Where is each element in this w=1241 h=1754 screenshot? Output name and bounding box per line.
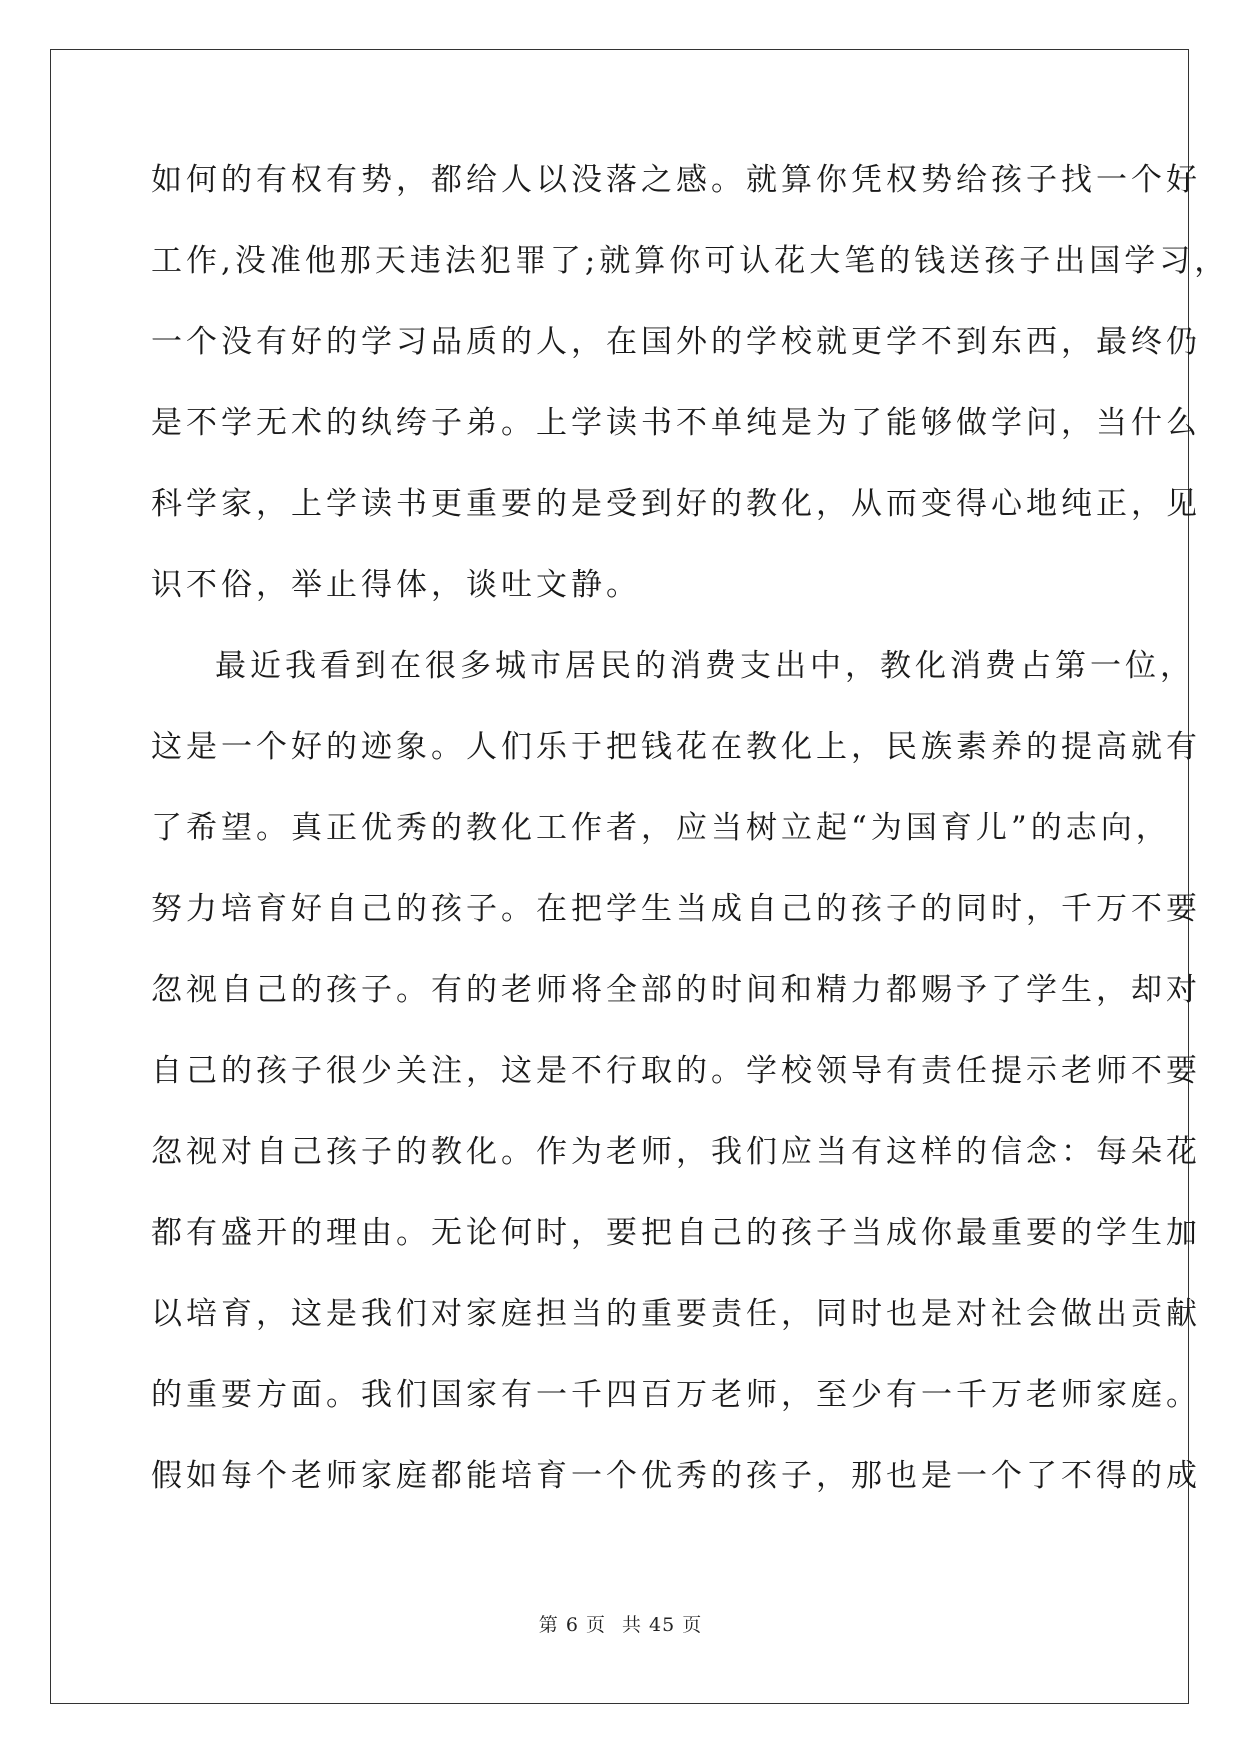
text-line: 这是一个好的迹象。人们乐于把钱花在教化上，民族素养的提高就有 bbox=[151, 729, 1201, 765]
document-body bbox=[151, 158, 1230, 1535]
text-line: 忽视对自己孩子的教化。作为老师，我们应当有这样的信念：每朵花 bbox=[151, 1134, 1201, 1170]
text-line: 自己的孩子很少关注，这是不行取的。学校领导有责任提示老师不要 bbox=[151, 1053, 1201, 1089]
page-footer bbox=[0, 1610, 1241, 1637]
page-number: 第 6 页 bbox=[538, 1614, 606, 1636]
text-line: 忽视自己的孩子。有的老师将全部的时间和精力都赐予了学生，却对 bbox=[151, 972, 1201, 1008]
paragraph-start-line: 最近我看到在很多城市居民的消费支出中，教化消费占第一位， bbox=[215, 648, 1195, 684]
text-line: 工作,没准他那天违法犯罪了;就算你可认花大笔的钱送孩子出国学习， bbox=[151, 243, 1230, 279]
text-line: 了希望。真正优秀的教化工作者，应当树立起“为国育儿”的志向， bbox=[151, 810, 1171, 846]
text-line: 的重要方面。我们国家有一千四百万老师，至少有一千万老师家庭。 bbox=[151, 1377, 1201, 1413]
text-line: 一个没有好的学习品质的人，在国外的学校就更学不到东西，最终仍 bbox=[151, 324, 1201, 360]
text-line: 如何的有权有势，都给人以没落之感。就算你凭权势给孩子找一个好 bbox=[151, 162, 1201, 198]
text-line: 是不学无术的纨绔子弟。上学读书不单纯是为了能够做学问，当什么 bbox=[151, 405, 1201, 441]
text-line: 科学家，上学读书更重要的是受到好的教化，从而变得心地纯正，见 bbox=[151, 486, 1201, 522]
text-line: 识不俗，举止得体，谈吐文静。 bbox=[151, 567, 641, 603]
text-line: 以培育，这是我们对家庭担当的重要责任，同时也是对社会做出贡献 bbox=[151, 1296, 1201, 1332]
page-total: 共 45 页 bbox=[621, 1614, 703, 1636]
text-line: 努力培育好自己的孩子。在把学生当成自己的孩子的同时，千万不要 bbox=[151, 891, 1201, 927]
text-line: 都有盛开的理由。无论何时，要把自己的孩子当成你最重要的学生加 bbox=[151, 1215, 1201, 1251]
text-line: 假如每个老师家庭都能培育一个优秀的孩子，那也是一个了不得的成 bbox=[151, 1458, 1201, 1494]
